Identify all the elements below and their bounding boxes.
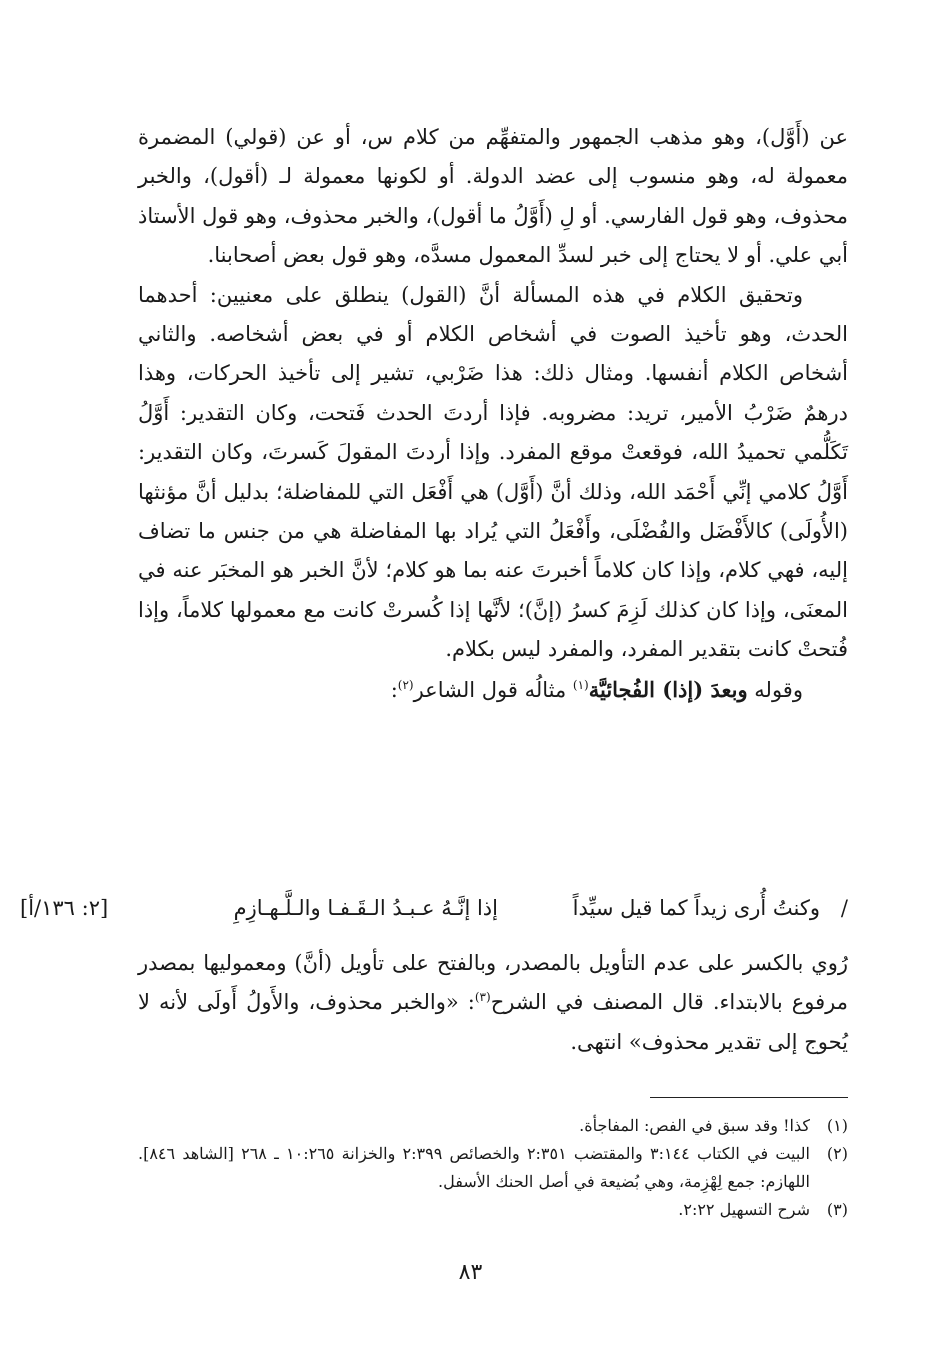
footnote-text: كذا! وقد سبق في الفص: المفاجأة.: [579, 1116, 810, 1135]
footnote-number: (٢): [826, 1144, 848, 1163]
paragraph-3-part-2: : «والخبر محذوف، والأَولُ أَولَى لأنه لا يُحوج إلى تقدير محذوف» انتهى.: [138, 990, 848, 1054]
footnotes: [138, 1112, 848, 1224]
footnote-ref-1: (١): [572, 677, 589, 692]
paragraph-2: وتحقيق الكلام في هذه المسألة أنَّ (القول) ينطلق على معنيين: أحدهما الحدث، وهو تأخيذ الصوت في أشخاص الكلام أو في بعض أشخاصه. والثاني أشخاص الكلام أنفسها. ومثال ذلك: هذا ضَرْبي، تشير إلى تأخيذ الحركات، وهذا درهمٌ ضَرْبُ الأمير، تريد: مضروبه. فإذا أردتَ الحدث فَتحت، وكان التقدير: أَوَّلُ تَكَلُّمي تحميدُ الله، فوقعتْ موقع المفرد. وإذا أردتَ المقولَ كَسرتَ، وكان التقدير: أَوَّلُ كلامي إنِّي أَحْمَد الله، وذلك أنَّ (أَوَّل) هي أَفْعَل التي للمفاضلة؛ بدليل أنَّ مؤنثها (الأُولَى) كالأَفْضَل والفُضْلَى، وأَفْعَلُ التي يُراد بها المفاضلة هي من جنس ما تضاف إليه، فهي كلام، وإذا كان كلاماً أخبرتَ عنه بما هو كلام؛ لأنَّ الخبر هو المخبَر عنه في المعنَى، وإذا كان كذلك لَزِمَ كسرُ (إنَّ)؛ لأنَّها إذا كُسرتْ كانت مع معمولها كلاماً، وإذا فُتحتْ كانت بتقدير المفرد، والمفرد ليس بكلام.: [138, 282, 848, 662]
footnote-text: البيت في الكتاب ٣:١٤٤ والمقتضب ٢:٣٥١ والخصائص ٢:٣٩٩ والخزانة ١٠:٢٦٥ ـ ٢٦٨ [الشاهد ٨٤٦]. اللهازم: جمع لِهْزِمة، وهي بُضيعة في أصل الحنك الأسفل.: [138, 1144, 811, 1191]
verse-hemistich-1: وكنتُ أُرى زيداً كما قيل سيِّداً: [572, 896, 820, 920]
main-text-block-2: [138, 944, 848, 1062]
footnote-ref-3: (٣): [474, 990, 491, 1005]
footnote-3: [138, 1196, 848, 1224]
footnote-number: (١): [826, 1116, 848, 1135]
poetry-verse: [20, 888, 848, 928]
page-number: ٨٣: [458, 1260, 483, 1285]
quote-intro-after: :: [390, 677, 398, 702]
footnote-ref-2: (٢): [397, 677, 414, 692]
quote-intro-bold: وبعدَ (إذا) الفُجائيَّة: [588, 676, 748, 702]
quote-intro-before: وقوله: [747, 677, 803, 702]
footnote-divider: [650, 1097, 848, 1098]
footnote-2: [138, 1140, 848, 1196]
footnote-number: (٣): [826, 1200, 848, 1219]
verse-hemistich-2: إذا إنَّـهُ عـبـدُ الـقَـفـا والـلَّـهـازِمِ: [233, 896, 498, 920]
manuscript-reference: [٢: ١٣٦/أ]: [20, 896, 109, 920]
footnote-1: [138, 1112, 848, 1140]
footnote-text: شرح التسهيل ٢:٢٢.: [678, 1200, 810, 1219]
quote-intro-middle: مثالُه قول الشاعر: [413, 677, 573, 702]
verse-marker: /: [840, 896, 848, 920]
main-text-block: [138, 118, 848, 710]
paragraph-3: [138, 944, 848, 1062]
quote-intro-line: [138, 670, 848, 710]
paragraph-1: عن (أَوَّل)، وهو مذهب الجمهور والمتفهِّم من كلام س، أو عن (قولي) المضمرة معمولة له، وهو منسوب إلى عضد الدولة. أو لكونها معمولة لـ (أقول)، والخبر محذوف، وهو قول الفارسي. أو لِ (أَوَّلُ ما أقول)، والخبر محذوف، وهو قول الأستاذ أبي علي. أو لا يحتاج إلى خبر لسدِّ المعمول مسدَّه، وهو قول بعض أصحابنا.: [137, 125, 848, 268]
paragraph-3-part-1: رُوي بالكسر على عدم التأويل بالمصدر، وبالفتح على تأويل (أنَّ) ومعموليها بمصدر مرفوع بالابتداء. قال المصنف في الشرح: [138, 951, 848, 1015]
